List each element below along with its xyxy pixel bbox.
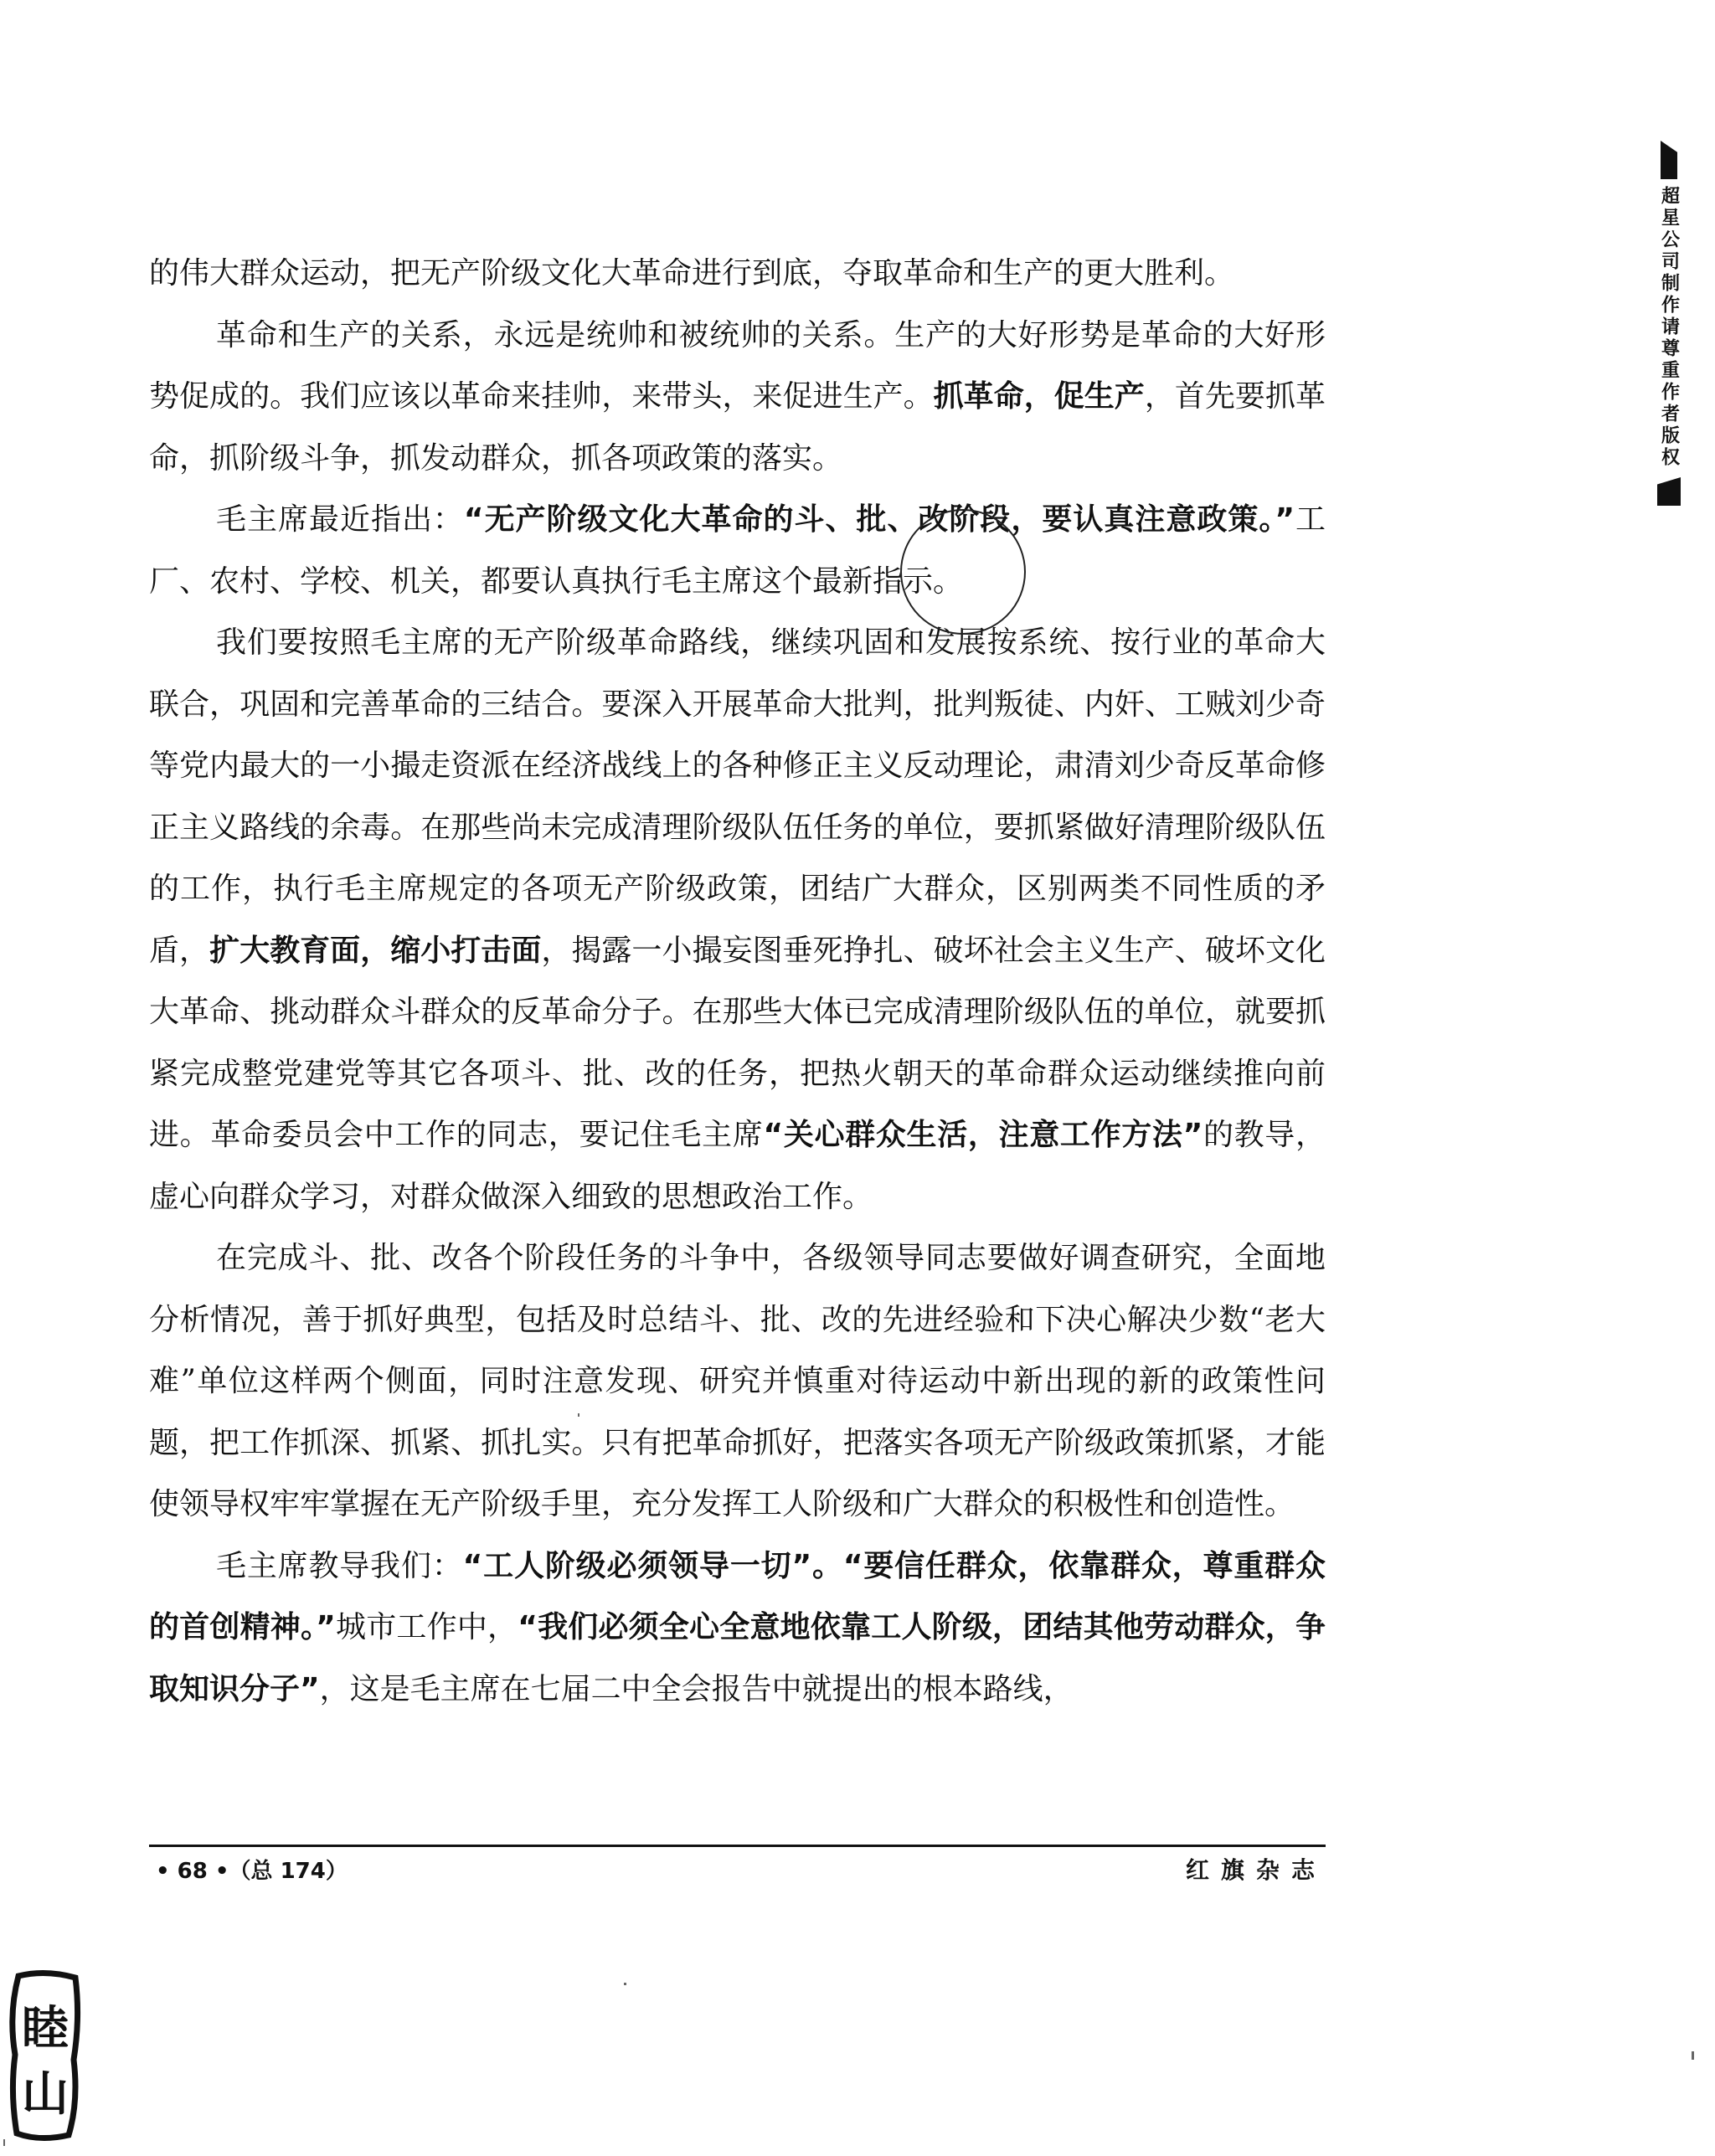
scan-speck (578, 1413, 579, 1417)
svg-text:睦: 睦 (22, 2001, 69, 2056)
paragraph-revolutionary-line: 我们要按照毛主席的无产阶级革命路线，继续巩固和发展按系统、按行业的革命大联合，巩固和完善革命的三结合。要深入开展革命大批判，批判叛徒、内奸、工贼刘少奇等党内最大的一小撮走资派在经济战线上的各种修正主义反动理论，肃清刘少奇反革命修正主义路线的余毒。在那些尚未完成清理阶级队伍任务的单位，要抓紧做好清理阶级队伍的工作，执行毛主席规定的各项无产阶级政策，团结广大群众，区别两类不同性质的矛盾，扩大教育面，缩小打击面，揭露一小撮妄图垂死挣扎、破坏社会主义生产、破坏文化大革命、挑动群众斗群众的反革命分子。在那些大体已完成清理阶级队伍的单位，就要抓紧完成整党建党等其它各项斗、批、改的任务，把热火朝天的革命群众运动继续推向前进。革命委员会中工作的同志，要记住毛主席“关心群众生活，注意工作方法”的教导，虚心向群众学习，对群众做深入细致的思想政治工作。 (149, 625, 1326, 1214)
bold-quote: “关心群众生活，注意工作方法” (763, 1118, 1203, 1152)
strip-bar-top (1661, 141, 1677, 179)
paragraph-continuation: 的伟大群众运动，把无产阶级文化大革命进行到底，夺取革命和生产的更大胜利。 (149, 256, 1235, 291)
page-number: • 68 •（总 174） (156, 1859, 348, 1884)
footer-rule (149, 1845, 1326, 1847)
scan-speck (624, 1983, 626, 1985)
copyright-notice: 超星公司制作请尊重作者版权 (1658, 186, 1680, 469)
scan-speck (3, 2139, 5, 2146)
paragraph-investigation: 在完成斗、批、改各个阶段任务的斗争中，各级领导同志要做好调查研究，全面地分析情况，善于抓好典型，包括及时总结斗、批、改的先进经验和下决心解决少数“老大难”单位这样两个侧面，同时注意发现、研究并慎重对待运动中新出现的新的政策性问题，把工作抓深、抓紧、抓扎实。只有把革命抓好，把落实各项无产阶级政策抓紧，才能使领导权牢牢掌握在无产阶级手里，充分发挥工人阶级和广大群众的积极性和创造性。 (149, 1241, 1326, 1521)
paragraph-working-class: 毛主席教导我们：“工人阶级必须领导一切”。“要信任群众，依靠群众，尊重群众的首创精神。”城市工作中，“我们必须全心全意地依靠工人阶级，团结其他劳动群众，争取知识分子”，这是毛主席在七届二中全会报告中就提出的根本路线， (149, 1548, 1326, 1706)
scan-speck (1692, 2051, 1694, 2060)
strip-bar-bottom (1657, 477, 1681, 506)
paragraph-revolution-production: 革命和生产的关系，永远是统帅和被统帅的关系。生产的大好形势是革命的大好形势促成的。我们应该以革命来挂帅，来带头，来促进生产。抓革命，促生产，首先要抓革命，抓阶级斗争，抓发动群众，抓各项政策的落实。 (149, 317, 1326, 476)
journal-title: 红旗杂志 (1185, 1856, 1326, 1884)
stamp-circle (900, 509, 1026, 635)
library-seal-icon (7, 1968, 84, 2143)
body-text (149, 243, 1326, 1720)
bold-quote: “我们必须全心全意地依靠工人阶级，团结其他劳动群众，争取知识分子” (149, 1610, 1326, 1706)
paragraph-latest-instruction: 毛主席最近指出：“无产阶级文化大革命的斗、批、改阶段，要认真注意政策。”工厂、农村、学校、机关，都要认真执行毛主席这个最新指示。 (149, 502, 1326, 599)
bold-slogan: 抓革命，促生产 (933, 379, 1145, 414)
bold-quote: “无产阶级文化大革命的斗、批、改阶段，要认真注意政策。” (463, 502, 1295, 537)
bold-slogan: 扩大教育面，缩小打击面 (209, 933, 542, 968)
svg-text:山: 山 (22, 2066, 69, 2122)
copyright-strip (1651, 141, 1687, 506)
bold-quote: “工人阶级必须领导一切”。“要信任群众，依靠群众，尊重群众的首创精神。” (149, 1548, 1326, 1644)
